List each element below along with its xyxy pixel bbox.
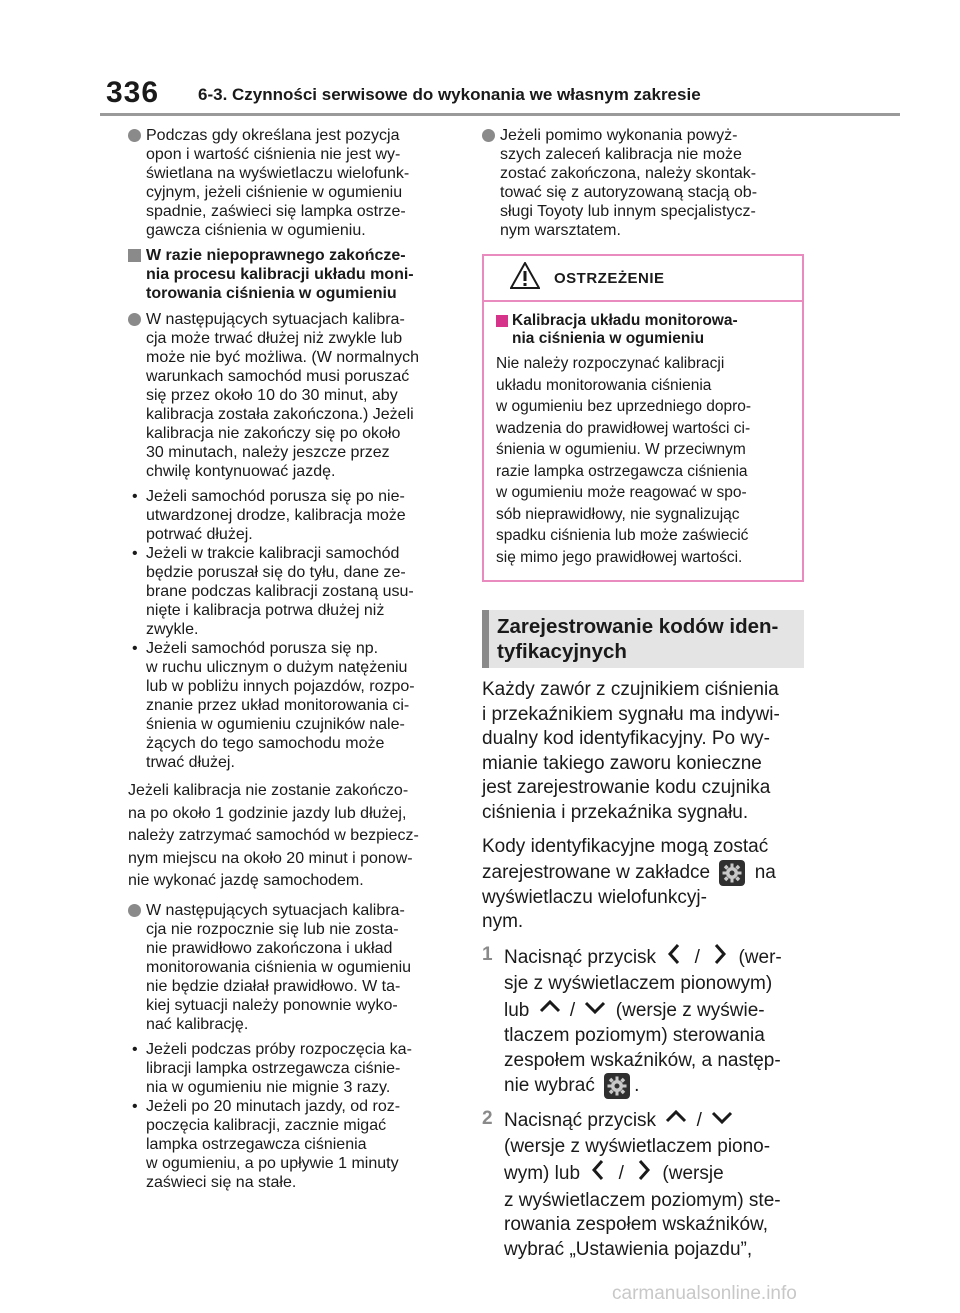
text-line: kalibracja została zakończona.) Jeżeli [146,406,414,423]
square-bullet-icon [128,249,141,262]
warning-box [482,254,804,582]
text-line: Jeżeli samochód porusza się np. [146,640,379,657]
gear-icon [719,860,745,886]
text-line: nia procesu kalibracji układu moni- [146,266,414,283]
text-line: żących do tego samochodu może [146,735,385,752]
bullet-calibration-not-start [128,901,458,1034]
text-line: sób nieprawidłowy, nie sygnalizując [496,505,740,523]
bullet-marker: • [132,488,138,505]
text-line: i przekaźnikiem sygnału ma indywi- [482,703,780,725]
text-line: kiej sytuacji należy ponownie wyko- [146,996,398,1014]
text-line: 30 minutach, należy jeszcze przez [146,444,390,461]
text-line: w ogumieniu może reagować w spo- [496,484,747,501]
chevron-right-icon [705,943,733,973]
text-line: tyfikacyjnych [497,640,627,663]
text-line: zaświeci się na stałe. [146,1173,297,1191]
text-line: Jeżeli po 20 minutach jazdy, od roz- [146,1097,401,1115]
text-line: Jeżeli kalibracja nie zostanie zakończo- [128,782,409,799]
step-2: 2 Nacisnąć przycisk / (wersje z wyświetlaczem piono- wym) lub / (wersje z wyświetlaczem poziomym) ste- rowania zespołem wskaźników, wybrać „Ustawienia pojazdu”, [482,1108,781,1260]
text-line: się przez około 10 do 30 minut, aby [146,387,398,404]
bullet-marker: • [132,545,138,562]
bullet-position-detection [128,126,458,240]
chevron-left-icon [661,943,689,973]
warning-title: OSTRZEŻENIE [554,269,665,287]
step-number: 2 [482,1108,493,1129]
warning-heading [496,312,790,348]
chevron-right-icon [629,1159,657,1189]
bullet-icon [128,129,141,142]
text-line: W razie niepoprawnego zakończe- [146,247,406,264]
text-line: mianie takiego zaworu konieczne [482,752,762,774]
text-line: zwykle. [146,621,199,638]
chevron-up-icon [535,997,565,1025]
text-line: poczęcia kalibracji, zacznie migać [146,1116,387,1134]
text-line: dualny kod identyfikacyjny. Po wy- [482,728,770,749]
subheading-calibration-failure [128,246,458,303]
text-line: potrwać dłużej. [146,526,253,543]
text-line: sługi Toyoty lub innym specjalistycz- [500,203,756,220]
text-line: śnienia w ogumieniu czujników nale- [146,716,405,733]
text-line: Jeżeli samochód porusza się po nie- [146,488,405,505]
text-line: znanie przez układ monitorowania ci- [146,697,410,714]
text-line: spadnie, zaświeci się lampka ostrze- [146,203,406,220]
list-item [128,1040,458,1097]
text-line: w ogumieniu bez uprzedniego dopro- [496,398,752,415]
text-line: cja może trwać dłużej niż zwykle lub [146,330,403,347]
text-line: układu monitorowania ciśnienia [496,376,712,394]
chevron-down-icon [580,997,610,1025]
text-line: razie lampka ostrzegawcza ciśnienia [496,462,748,480]
chevron-down-icon [707,1107,737,1135]
text-line: w ruchu ulicznym o dużym natężeniu [146,659,408,676]
step-number: 1 [482,943,493,965]
text-line: Jeżeli pomimo wykonania powyż- [500,127,738,144]
bullet-contact-dealer [482,126,804,240]
text-line: chwilę kontynuować jazdę. [146,463,336,480]
page-header [100,76,900,116]
warning-body [484,300,802,580]
text-line: się mimo jego prawidłowej wartości. [496,548,743,566]
text-line: nia ciśnienia w ogumieniu [512,330,705,347]
text-line: nać kalibrację. [146,1015,249,1033]
chevron-up-icon [661,1107,691,1135]
text-line: śnienia w ogumieniu. W przeciwnym [496,441,746,458]
section-title: 6-3. Czynności serwisowe do wykonania we własnym zakresie [198,85,701,104]
text-line: Podczas gdy określana jest pozycja [146,127,400,144]
text-line: trwać dłużej. [146,754,235,771]
sub-list-duration [128,487,458,772]
text-line: nie będzie działał prawidłowo. W ta- [146,977,401,995]
sub-list-not-start [128,1040,458,1192]
text-line: Kalibracja układu monitorowa- [512,312,738,329]
text-line: na po około 1 godzinie jazdy lub dłużej, [128,804,407,822]
text-line: nym miejscu na około 20 minut i ponow- [128,849,413,867]
text-line: kalibracja nie zakończy się po około [146,425,401,442]
text-line: lub w pobliżu innych pojazdów, rozpo- [146,678,415,695]
text-line: opon i wartość ciśnienia nie jest wy- [146,146,401,163]
text-line: zostać zakończona, należy skontak- [500,165,757,182]
text-line: Jeżeli w trakcie kalibracji samochód [146,545,400,562]
text-line: wadzenia do prawidłowej wartości ci- [496,419,751,437]
bullet-icon [128,313,141,326]
warning-triangle-icon [510,262,540,294]
list-item [128,639,458,772]
list-item [128,544,458,639]
text-line: lampka ostrzegawcza ciśnienia [146,1135,367,1153]
paragraph-register-codes: Kody identyfikacyjne mogą zostać zarejestrowane w zakładce na wyświetlaczu wielofunkcyj- nym. [482,836,776,932]
warning-text [496,353,790,568]
right-column [482,126,804,1262]
text-line: brane podczas kalibracji zostaną usu- [146,583,414,600]
text-line: nięte i kalibracja potrwa dłużej niż [146,602,385,619]
bullet-marker: • [132,1040,138,1058]
square-bullet-icon [496,315,508,327]
chevron-left-icon [585,1159,613,1189]
bullet-calibration-duration [128,310,458,481]
text-line: utwardzonej drodze, kalibracja może [146,507,406,524]
text-line: monitorowania ciśnienia w ogumieniu [146,958,412,976]
bullet-icon [128,904,141,917]
text-line: Jeżeli podczas próby rozpoczęcia ka- [146,1040,412,1058]
bullet-marker: • [132,640,138,657]
section-heading-band [482,610,804,668]
text-line: ciśnienia i przekaźnika sygnału. [482,801,749,823]
text-line: w ogumieniu, a po upływie 1 minuty [146,1154,399,1172]
text-line: W następujących sytuacjach kalibra- [146,901,405,919]
text-line: jest zarejestrowanie kodu czujnika [482,777,771,798]
text-line: tować się z autoryzowaną stacją ob- [500,184,758,201]
left-column [128,126,458,1200]
paragraph-id-codes [482,678,804,825]
text-line: cyjnym, jeżeli ciśnienie w ogumieniu [146,184,403,201]
text-line: libracji lampka ostrzegawcza ciśnie- [146,1059,401,1077]
list-item [128,1097,458,1192]
text-line: nie prawidłowo zakończona i układ [146,939,393,957]
text-line: warunkach samochód musi poruszać [146,368,410,385]
bullet-icon [482,129,495,142]
gear-icon [604,1073,630,1099]
text-line: należy zatrzymać samochód w bezpiecz- [128,827,419,844]
warning-header [484,256,802,300]
text-line: nia w ogumieniu nie mignie 3 razy. [146,1078,391,1096]
bullet-marker: • [132,1097,138,1115]
watermark: carmanualsonline.info [612,1283,797,1304]
text-line: może nie być możliwa. (W normalnych [146,349,419,366]
list-item [128,487,458,544]
text-line: W następujących sytuacjach kalibra- [146,311,405,328]
text-line: spadku ciśnienia lub może zaświecić [496,527,749,544]
text-line: Każdy zawór z czujnikiem ciśnienia [482,679,779,700]
text-line: będzie poruszał się do tyłu, dane ze- [146,564,406,581]
step-1: 1 Nacisnąć przycisk / (wer- sje z wyświetlaczem pionowym) lub / (wersje z wyświe- tlaczem poziomym) sterowania zespołem wskaźników, a następ- nie wybrać . [482,943,804,1100]
text-line: szych zaleceń kalibracja nie może [500,146,742,163]
text-line: torowania ciśnienia w ogumieniu [146,285,397,302]
text-line: Nie należy rozpoczynać kalibracji [496,355,725,372]
page-number: 336 [106,76,160,109]
text-line: Zarejestrowanie kodów iden- [497,615,779,638]
paragraph-stop-vehicle [128,780,458,893]
text-line: nym warsztatem. [500,222,621,239]
text-line: nie wykonać jazdę samochodem. [128,872,364,889]
text-line: świetlana na wyświetlaczu wielofunk- [146,165,410,182]
text-line: cja nie rozpocznie się lub nie zosta- [146,920,399,938]
text-line: gawcza ciśnienia w ogumieniu. [146,222,366,239]
section-heading [497,614,804,664]
